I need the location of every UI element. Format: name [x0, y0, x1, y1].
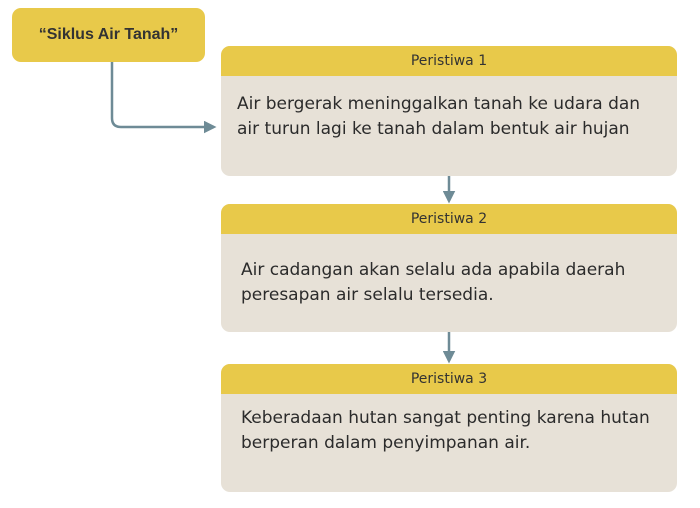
title-to-event-1-arrow — [112, 62, 214, 127]
event-card-3 — [221, 364, 677, 492]
event-2-text: Air cadangan akan selalu ada apabila daerah peresapan air selalu tersedia. — [241, 260, 626, 305]
event-3-label: Peristiwa 3 — [221, 364, 677, 394]
diagram-title: “Siklus Air Tanah” — [12, 8, 205, 62]
event-card-1 — [221, 46, 677, 176]
event-card-2 — [221, 204, 677, 332]
event-1-label: Peristiwa 1 — [221, 46, 677, 76]
event-2-label: Peristiwa 2 — [221, 204, 677, 234]
event-3-text: Keberadaan hutan sangat penting karena hutan berperan dalam penyimpanan air. — [241, 408, 650, 453]
event-1-text: Air bergerak meninggalkan tanah ke udara dan air turun lagi ke tanah dalam bentuk air hujan — [237, 94, 641, 139]
